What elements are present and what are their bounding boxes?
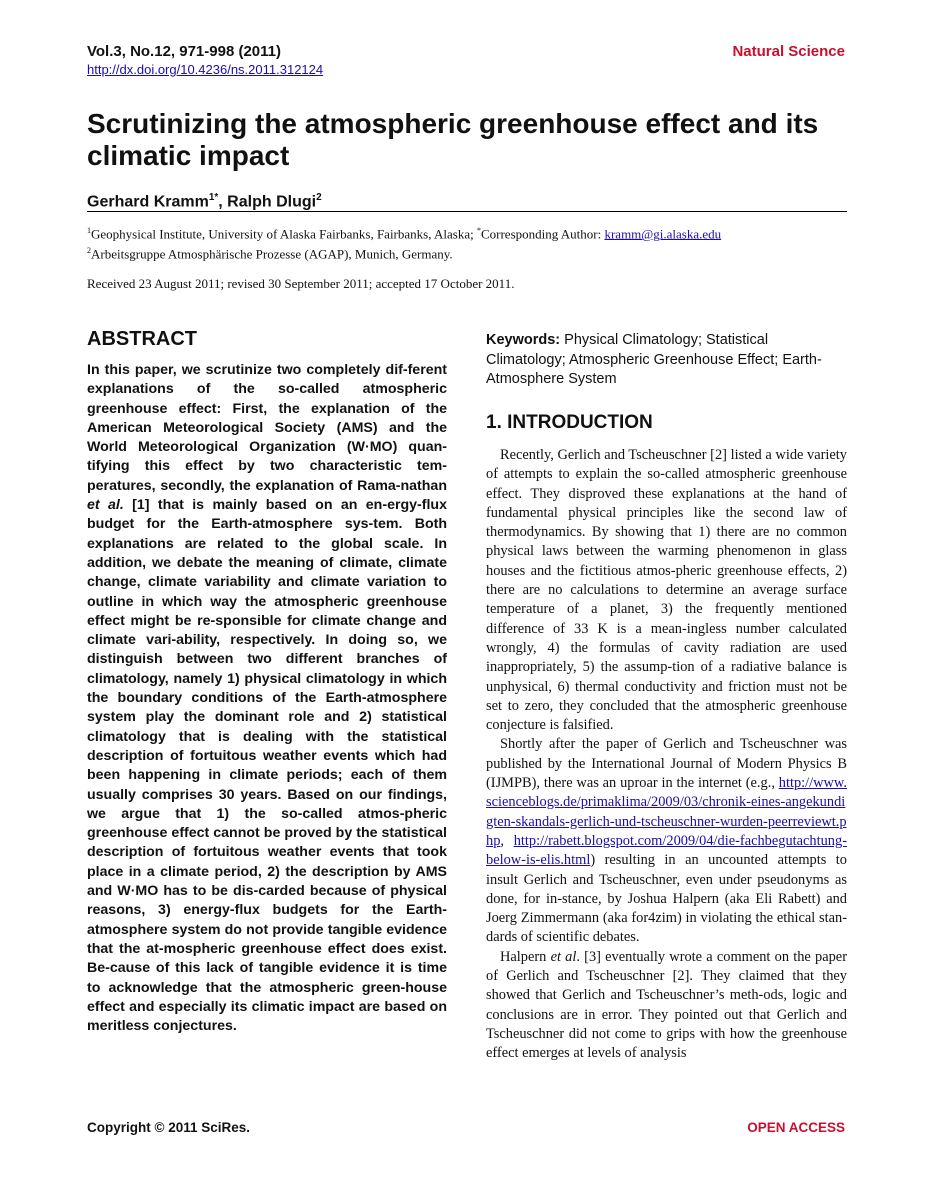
email-link[interactable]: kramm@gi.alaska.edu bbox=[604, 226, 722, 242]
paragraph: Halpern et al. [3] eventually wrote a comment on the paper of Gerlich and Tscheuschner [2]. They claimed that they showed that Gerlich and Tscheuschner’s meth-ods, logic and conclusions are in error. They pointed out that Gerlich and Tscheuschner did not come to grips with how the greenhouse effect emerges at levels of analysis bbox=[486, 948, 847, 1062]
open-access-label: OPEN ACCESS bbox=[747, 1120, 845, 1135]
received-dates: Received 23 August 2011; revised 30 September 2011; accepted 17 October 2011. bbox=[87, 276, 515, 291]
author-name: Ralph Dlugi bbox=[227, 193, 317, 211]
paragraph: Shortly after the paper of Gerlich and Tscheuschner was published by the International Journal of Modern Physics B (IJMPB), there was an uproar in the internet (e.g., http://www.scienceblogs.de/primaklima/2009/03/chronik-eines-angekundigten-skandals-gerlich-und-tscheuschner-wurden-peerreviewt.php, http://rabett.blogspot.com/2009/04/die-fachbegutachtung-below-is-elis.html) resulting in an uncounted attempts to insult Gerlich and Tscheuschner, even under pseudonyms as done, for in-stance, by Joshua Halpern (aka Eli Rabett) and Joerg Zimmermann (aka for4zim) in violating the ethical stan-dards of scientific debates. bbox=[486, 736, 847, 946]
section-heading: 1. INTRODUCTION bbox=[486, 412, 653, 433]
keywords bbox=[486, 331, 846, 390]
keywords-text: Physical Climatology; Statistical Climatology; Atmospheric Greenhouse Effect; Earth-Atmosphere System bbox=[486, 332, 822, 387]
volume-info: Vol.3, No.12, 971-998 (2011) bbox=[87, 43, 281, 60]
author-name: Gerhard Kramm bbox=[87, 193, 209, 211]
url-link[interactable]: http://www.scienceblogs.de/primaklima/2009/03/chronik-eines-angekundigten-skandals-gerlich-und-tscheuschner-wurden-peerreviewt.php bbox=[486, 775, 847, 849]
author-divider bbox=[87, 211, 847, 212]
doi-link[interactable]: http://dx.doi.org/10.4236/ns.2011.312124 bbox=[87, 62, 324, 77]
keywords-label: Keywords: bbox=[486, 332, 561, 348]
affiliation-1: $^1$Geophysical Institute, University of Alaska Fairbanks, Fairbanks, Alaska; *Corresponding Author: kramm@gi.alaska.edu bbox=[87, 226, 722, 242]
author-superscript: 2 bbox=[316, 192, 322, 203]
url-link[interactable]: http://rabett.blogspot.com/2009/04/die-fachbegutachtung-below-is-elis.html bbox=[486, 832, 847, 869]
author-separator: , bbox=[218, 193, 228, 211]
abstract-heading: ABSTRACT bbox=[87, 328, 197, 350]
journal-name: Natural Science bbox=[732, 43, 845, 60]
affiliation-2: $^2$Arbeitsgruppe Atmosphärische Prozesse (AGAP), Munich, Germany. bbox=[87, 246, 453, 262]
affiliations bbox=[87, 222, 857, 263]
author-superscript: 1* bbox=[208, 192, 219, 203]
author-list bbox=[87, 192, 322, 211]
abstract-body: In this paper, we scrutinize two completely dif-ferent explanations of the so-called atmospheric greenhouse effect: First, the explanation of the American Meteorological Society (AMS) and the World Meteorological Organization (W·MO) quan-tifying this effect by two characteristic tem-peratures, secondly, the explanation of Rama-nathan et al. [1] that is mainly based on an en-ergy-flux budget for the Earth-atmosphere sys-tem. Both explanations are related to the global scale. In addition, we debate the meaning of climate, climate change, climate variability and climate variation to outline in which way the atmospheric greenhouse effect might be re-sponsible for climate change and climate vari-ability, respectively. In doing so, we distinguish between two different branches of climatology, namely 1) physical climatology in which the boundary conditions of the Earth-atmosphere system play the dominant role and 2) statistical climatology that is dealing with the statistical description of fortuitous weather events which had been happening in climate periods; each of them usually comprises 30 years. Based on our findings, we argue that 1) the so-called atmos-pheric greenhouse effect cannot be proved by the statistical description of fortuitous weather events that took place in a climate period, 2) the description by AMS and W·MO has to be dis-carded because of physical reasons, 3) energy-flux budgets for the Earth-atmosphere system do not provide tangible evidence that the at-mospheric greenhouse effect does exist. Be-cause of this lack of tangible evidence it is time to acknowledge that the atmospheric green-house effect and especially its climatic impact are based on meritless conjectures. bbox=[87, 362, 447, 1035]
introduction-body bbox=[486, 446, 847, 1064]
copyright: Copyright © 2011 SciRes. bbox=[87, 1120, 251, 1135]
paragraph: Recently, Gerlich and Tscheuschner [2] listed a wide variety of attempts to explain the so-called atmospheric greenhouse effect. They disproved these explanations at the hand of fundamental physical principles like the second law of thermodynamics. By showing that 1) there are no common physical laws between the warming phenomenon in glass houses and the fictitious atmos-pheric greenhouse effects, 2) there are no calculations to determine an average surface temperature of a planet, 3) the frequently mentioned difference of 33 K is a mean-ingless number calculated wrongly, 4) the formulas of cavity radiation are used inappropriately, 5) the assump-tion of a radiative balance is unphysical, 6) thermal conductivity and friction must not be set to zero, they concluded that the atmospheric greenhouse conjecture is falsified. bbox=[486, 447, 847, 734]
paper-title: Scrutinizing the atmospheric greenhouse effect and its climatic impact bbox=[87, 108, 819, 171]
